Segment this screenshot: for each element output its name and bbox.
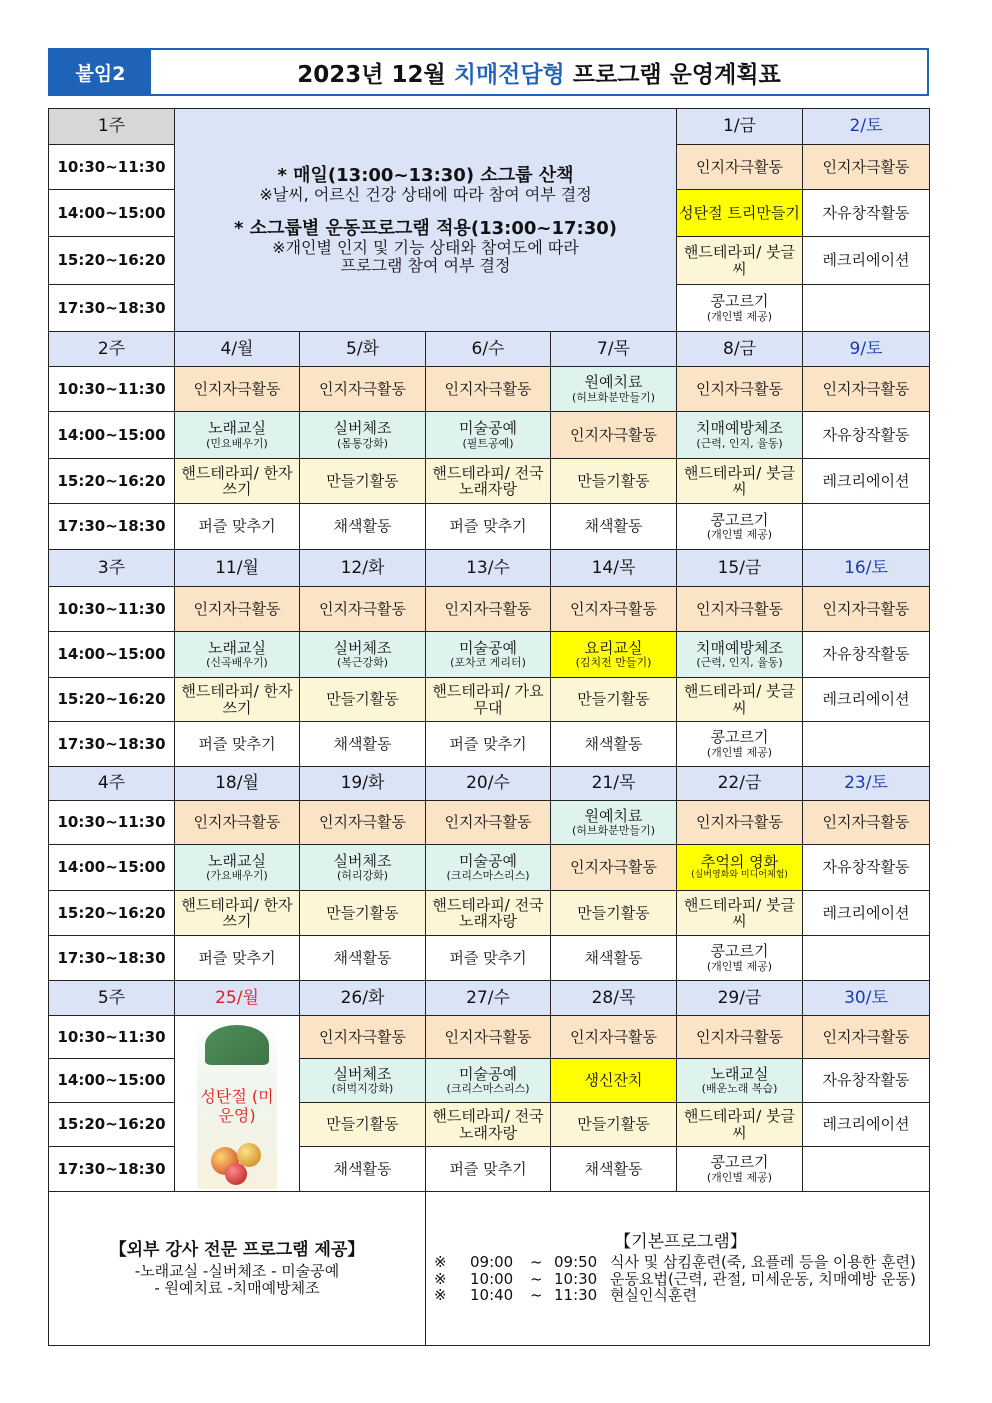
activity-text: 치매예방체조 (696, 419, 783, 438)
activity-cell: 인지자극활동 (175, 367, 300, 412)
activity-subtext: (개인별 제공) (706, 959, 773, 973)
day-header: 18/월 (175, 767, 300, 801)
day-header: 22/금 (677, 767, 803, 801)
activity-cell: 자유창작활동 (803, 190, 930, 237)
activity-cell (551, 367, 677, 412)
time-slot: 14:00~15:00 (49, 632, 175, 678)
activity-text: 노래교실 (208, 851, 266, 870)
activity-cell: 자유창작활동 (803, 1059, 930, 1103)
tree-icon (205, 1025, 269, 1065)
day-header: 26/화 (300, 981, 426, 1016)
activity-subtext: (신곡배우기) (206, 656, 268, 670)
schedule-row (49, 845, 930, 891)
day-header: 5/화 (300, 332, 426, 367)
day-header: 7/목 (551, 332, 677, 367)
activity-cell (551, 632, 677, 678)
activity-cell: 핸드테라피/ 전국노래자랑 (426, 459, 551, 504)
external-programs-title: 【외부 강사 전문 프로그램 제공】 (109, 1239, 365, 1260)
activity-cell: 채색활동 (300, 722, 426, 767)
activity-cell: 만들기활동 (551, 678, 677, 722)
week2-header-row (49, 332, 930, 367)
activity-text: 콩고르기 (710, 1153, 769, 1172)
day-header-saturday: 16/토 (803, 550, 930, 587)
activity-subtext: (개인별 제공) (706, 745, 773, 759)
day-header-holiday: 25/월 (175, 981, 300, 1016)
activity-subtext: (근력, 인지, 율동) (696, 656, 783, 670)
activity-cell: 핸드테라피/ 한자쓰기 (175, 678, 300, 722)
activity-subtext: (근력, 인지, 율동) (696, 436, 783, 450)
activity-cell (677, 632, 803, 678)
schedule-row (49, 367, 930, 412)
ornament-icon (225, 1163, 247, 1185)
activity-cell-empty (803, 936, 930, 981)
range-sep: ~ (530, 1269, 543, 1288)
activity-cell: 핸드테라피/ 전국노래자랑 (426, 1103, 551, 1147)
day-header: 28/목 (551, 981, 677, 1016)
basic-programs-title: 【기본프로그램】 (614, 1232, 747, 1253)
note-exercise-detail: ※개인별 인지 및 기능 상태와 참여도에 따라 (272, 238, 579, 257)
activity-cell: 핸드테라피/ 전국노래자랑 (426, 891, 551, 936)
activity-cell (551, 801, 677, 845)
note-exercise-detail2: 프로그램 참여 여부 결정 (340, 255, 511, 275)
activity-cell: 채색활동 (300, 504, 426, 550)
activity-subtext: (크리스마스리스) (446, 869, 530, 883)
activity-cell: 인지자극활동 (300, 1016, 426, 1059)
activity-text: 노래교실 (208, 419, 266, 438)
day-header: 11/월 (175, 550, 300, 587)
page-header (48, 48, 929, 96)
day-header-saturday: 2/토 (803, 109, 930, 145)
activity-text: 노래교실 (710, 1064, 769, 1083)
activity-cell (677, 845, 803, 891)
basic-program-item (434, 1271, 927, 1288)
activity-subtext: (포차코 게리터) (450, 656, 526, 670)
activity-cell (677, 936, 803, 981)
activity-cell (677, 285, 803, 332)
activity-subtext: (김치전 만들기) (575, 656, 652, 670)
time-slot: 10:30~11:30 (49, 1016, 175, 1059)
activity-cell: 인지자극활동 (426, 587, 551, 632)
day-header: 13/수 (426, 550, 551, 587)
activity-cell (677, 722, 803, 767)
basic-program-item (434, 1254, 927, 1271)
start-time: 09:00 (470, 1253, 514, 1272)
day-header: 20/수 (426, 767, 551, 801)
activity-cell: 만들기활동 (300, 891, 426, 936)
activity-cell (300, 1059, 426, 1103)
activity-cell-empty (803, 1147, 930, 1192)
activity-cell: 채색활동 (551, 1147, 677, 1192)
external-programs (49, 1192, 426, 1346)
time-slot: 17:30~18:30 (49, 722, 175, 767)
schedule-row (49, 801, 930, 845)
day-header: 4/월 (175, 332, 300, 367)
activity-cell: 핸드테라피/ 한자쓰기 (175, 459, 300, 504)
title-rest: 프로그램 운영계획표 (572, 61, 781, 88)
schedule-row (49, 722, 930, 767)
activity-cell: 핸드테라피/ 붓글씨 (677, 237, 803, 285)
day-header: 8/금 (677, 332, 803, 367)
activity-cell: 퍼즐 맞추기 (426, 1147, 551, 1192)
time-slot: 10:30~11:30 (49, 801, 175, 845)
schedule-row (49, 1016, 930, 1059)
activity-cell: 인지자극활동 (551, 1016, 677, 1059)
activity-text: 콩고르기 (710, 942, 769, 961)
activity-cell (426, 845, 551, 891)
activity-cell (300, 845, 426, 891)
activity-cell: 레크리에이션 (803, 1103, 930, 1147)
activity-cell-empty (803, 722, 930, 767)
week-label: 3주 (49, 550, 175, 587)
activity-cell: 만들기활동 (551, 1103, 677, 1147)
activity-cell: 자유창작활동 (803, 632, 930, 678)
activity-cell: 인지자극활동 (677, 1016, 803, 1059)
day-header-saturday: 30/토 (803, 981, 930, 1016)
activity-cell: 채색활동 (551, 504, 677, 550)
activity-text: 미술공예 (459, 1064, 517, 1083)
activity-text: 콩고르기 (710, 510, 769, 529)
activity-cell: 인지자극활동 (426, 801, 551, 845)
day-header: 21/목 (551, 767, 677, 801)
activity-cell: 채색활동 (551, 936, 677, 981)
activity-cell: 핸드테라피/ 가요무대 (426, 678, 551, 722)
activity-subtext: (필트공예) (462, 436, 514, 450)
activity-cell: 생신잔치 (551, 1059, 677, 1103)
activity-cell (300, 632, 426, 678)
activity-text: 실버체조 (333, 638, 392, 657)
program-desc: 현실인식훈련 (610, 1286, 697, 1305)
activity-text: 요리교실 (584, 638, 643, 657)
ornament-icon (237, 1143, 261, 1167)
range-sep: ~ (530, 1286, 543, 1305)
day-header: 29/금 (677, 981, 803, 1016)
week-label: 2주 (49, 332, 175, 367)
activity-cell: 인지자극활동 (803, 587, 930, 632)
activity-cell-empty (803, 285, 930, 332)
time-slot: 15:20~16:20 (49, 1103, 175, 1147)
activity-cell: 인지자극활동 (803, 1016, 930, 1059)
schedule-row (49, 891, 930, 936)
activity-text: 실버체조 (333, 851, 392, 870)
activity-text: 콩고르기 (710, 728, 769, 747)
activity-cell (426, 1059, 551, 1103)
time-slot: 14:00~15:00 (49, 1059, 175, 1103)
activity-cell: 인지자극활동 (677, 587, 803, 632)
activity-cell: 만들기활동 (300, 459, 426, 504)
activity-cell: 채색활동 (551, 722, 677, 767)
attachment-tag: 붙임2 (50, 50, 151, 94)
day-header: 15/금 (677, 550, 803, 587)
activity-subtext: (민요배우기) (206, 436, 268, 450)
program-desc: 운동요법(근력, 관절, 미세운동, 치매예방 운동) (610, 1269, 916, 1288)
activity-cell: 인지자극활동 (803, 367, 930, 412)
activity-cell: 인지자극활동 (677, 801, 803, 845)
day-header: 1/금 (677, 109, 803, 145)
activity-cell: 인지자극활동 (551, 587, 677, 632)
activity-cell: 만들기활동 (300, 678, 426, 722)
end-time: 09:50 (554, 1253, 598, 1272)
external-programs-line: -노래교실 -실버체조 - 미술공예 (134, 1262, 340, 1281)
day-header: 12/화 (300, 550, 426, 587)
activity-cell: 인지자극활동 (426, 1016, 551, 1059)
activity-cell: 인지자극활동 (175, 587, 300, 632)
activity-text: 미술공예 (459, 851, 517, 870)
activity-subtext: (배운노래 복습) (701, 1082, 778, 1096)
time-slot: 10:30~11:30 (49, 145, 175, 190)
activity-cell (175, 845, 300, 891)
day-header-saturday: 23/토 (803, 767, 930, 801)
schedule-row (49, 632, 930, 678)
day-header: 6/수 (426, 332, 551, 367)
activity-text: 치매예방체조 (696, 638, 783, 657)
activity-cell: 인지자극활동 (677, 145, 803, 190)
activity-subtext: (크리스마스리스) (446, 1082, 530, 1096)
note-mark: ※ (434, 1269, 447, 1288)
external-programs-line: - 원예치료 -치매예방체조 (154, 1278, 320, 1297)
end-time: 11:30 (554, 1286, 598, 1305)
time-slot: 15:20~16:20 (49, 459, 175, 504)
activity-cell: 채색활동 (300, 1147, 426, 1192)
activity-cell: 인지자극활동 (803, 145, 930, 190)
time-slot: 14:00~15:00 (49, 845, 175, 891)
activity-subtext: (몸통강화) (336, 436, 389, 450)
activity-cell: 퍼즐 맞추기 (426, 722, 551, 767)
activity-cell: 레크리에이션 (803, 237, 930, 285)
start-time: 10:00 (470, 1269, 514, 1288)
schedule-row (49, 936, 930, 981)
start-time: 10:40 (470, 1286, 514, 1305)
activity-cell: 인지자극활동 (677, 367, 803, 412)
week5-header-row (49, 981, 930, 1016)
time-slot: 17:30~18:30 (49, 504, 175, 550)
activity-subtext: (허브화분만들기) (572, 390, 655, 404)
activity-cell: 만들기활동 (300, 1103, 426, 1147)
activity-cell: 핸드테라피/ 붓글씨 (677, 891, 803, 936)
note-walk-detail: ※날씨, 어르신 건강 상태에 따라 참여 여부 결정 (259, 184, 592, 204)
week4-header-row (49, 767, 930, 801)
activity-cell: 핸드테라피/ 붓글씨 (677, 678, 803, 722)
activity-cell (677, 1059, 803, 1103)
program-desc: 식사 및 삼킴훈련(죽, 요플레 등을 이용한 훈련) (610, 1253, 916, 1272)
holiday-label: 성탄절 (미운영) (200, 1086, 274, 1125)
holiday-cell (175, 1016, 300, 1192)
week-label: 5주 (49, 981, 175, 1016)
activity-cell (175, 632, 300, 678)
footer-row (49, 1192, 930, 1346)
activity-text: 미술공예 (459, 638, 517, 657)
activity-cell: 인지자극활동 (426, 367, 551, 412)
note-mark: ※ (434, 1253, 447, 1272)
day-header: 14/목 (551, 550, 677, 587)
week1-header-row (49, 109, 930, 145)
activity-cell: 퍼즐 맞추기 (426, 936, 551, 981)
schedule-row (49, 587, 930, 632)
activity-cell (175, 412, 300, 459)
activity-subtext: (가요배우기) (206, 869, 268, 883)
activity-cell: 퍼즐 맞추기 (426, 504, 551, 550)
activity-cell: 만들기활동 (551, 891, 677, 936)
time-slot: 10:30~11:30 (49, 587, 175, 632)
day-header: 19/화 (300, 767, 426, 801)
activity-cell: 만들기활동 (551, 459, 677, 504)
activity-cell: 인지자극활동 (803, 801, 930, 845)
end-time: 10:30 (554, 1269, 598, 1288)
time-slot: 14:00~15:00 (49, 190, 175, 237)
day-header-saturday: 9/토 (803, 332, 930, 367)
activity-cell (426, 412, 551, 459)
schedule-row (49, 504, 930, 550)
time-slot: 15:20~16:20 (49, 678, 175, 722)
title-date: 2023년 12월 (297, 61, 446, 88)
activity-cell: 자유창작활동 (803, 412, 930, 459)
activity-cell: 핸드테라피/ 한자쓰기 (175, 891, 300, 936)
activity-cell: 자유창작활동 (803, 845, 930, 891)
schedule-row (49, 678, 930, 722)
time-slot: 10:30~11:30 (49, 367, 175, 412)
week-label: 1주 (49, 109, 175, 145)
activity-cell: 성탄절 트리만들기 (677, 190, 803, 237)
basic-program-item (434, 1287, 927, 1304)
activity-cell (677, 412, 803, 459)
activity-cell: 핸드테라피/ 붓글씨 (677, 1103, 803, 1147)
activity-subtext: (개인별 제공) (706, 528, 773, 542)
activity-text: 추억의 영화 (700, 852, 779, 871)
schedule-table (48, 108, 930, 1346)
activity-cell-empty (803, 504, 930, 550)
activity-cell: 인지자극활동 (300, 367, 426, 412)
activity-subtext: (허벅지강화) (331, 1082, 394, 1096)
activity-cell: 퍼즐 맞추기 (175, 722, 300, 767)
activity-text: 원예치료 (584, 806, 643, 825)
time-slot: 17:30~18:30 (49, 1147, 175, 1192)
activity-cell: 채색활동 (300, 936, 426, 981)
activity-cell: 인지자극활동 (175, 801, 300, 845)
time-slot: 17:30~18:30 (49, 936, 175, 981)
activity-cell (426, 632, 551, 678)
activity-cell: 레크리에이션 (803, 891, 930, 936)
activity-subtext: (개인별 제공) (706, 1170, 773, 1184)
time-slot: 17:30~18:30 (49, 285, 175, 332)
activity-cell: 퍼즐 맞추기 (175, 504, 300, 550)
activity-cell: 인지자극활동 (551, 412, 677, 459)
page-title (151, 50, 927, 94)
activity-subtext: (복근강화) (336, 656, 389, 670)
week-label: 4주 (49, 767, 175, 801)
activity-cell: 인지자극활동 (551, 845, 677, 891)
activity-subtext: (허브화분만들기) (572, 824, 655, 838)
activity-cell (677, 504, 803, 550)
activity-cell: 레크리에이션 (803, 459, 930, 504)
activity-text: 실버체조 (333, 419, 392, 438)
activity-text: 원예치료 (584, 373, 643, 392)
note-mark: ※ (434, 1286, 447, 1305)
time-slot: 15:20~16:20 (49, 237, 175, 285)
note-walk: * 매일(13:00~13:30) 소그룹 산책 (277, 164, 574, 186)
notes-cell (175, 109, 677, 332)
week3-header-row (49, 550, 930, 587)
activity-subtext: (개인별 제공) (706, 309, 773, 323)
activity-cell (677, 1147, 803, 1192)
christmas-image (197, 1019, 277, 1189)
activity-cell: 인지자극활동 (300, 801, 426, 845)
activity-text: 노래교실 (208, 638, 266, 657)
basic-programs (426, 1192, 930, 1346)
activity-cell: 레크리에이션 (803, 678, 930, 722)
activity-cell: 핸드테라피/ 붓글씨 (677, 459, 803, 504)
activity-subtext: (허리강화) (336, 869, 389, 883)
range-sep: ~ (530, 1253, 543, 1272)
day-header: 27/수 (426, 981, 551, 1016)
activity-cell (300, 412, 426, 459)
title-accent: 치매전담형 (453, 61, 565, 88)
schedule-row (49, 459, 930, 504)
activity-cell: 인지자극활동 (300, 587, 426, 632)
time-slot: 15:20~16:20 (49, 891, 175, 936)
activity-text: 실버체조 (333, 1064, 392, 1083)
activity-subtext: (실버영화와 미디어체험) (691, 870, 788, 881)
activity-text: 콩고르기 (710, 292, 769, 311)
activity-text: 미술공예 (459, 419, 517, 438)
schedule-row (49, 412, 930, 459)
note-exercise: * 소그룹별 운동프로그램 적용(13:00~17:30) (234, 218, 617, 240)
time-slot: 14:00~15:00 (49, 412, 175, 459)
activity-cell: 퍼즐 맞추기 (175, 936, 300, 981)
